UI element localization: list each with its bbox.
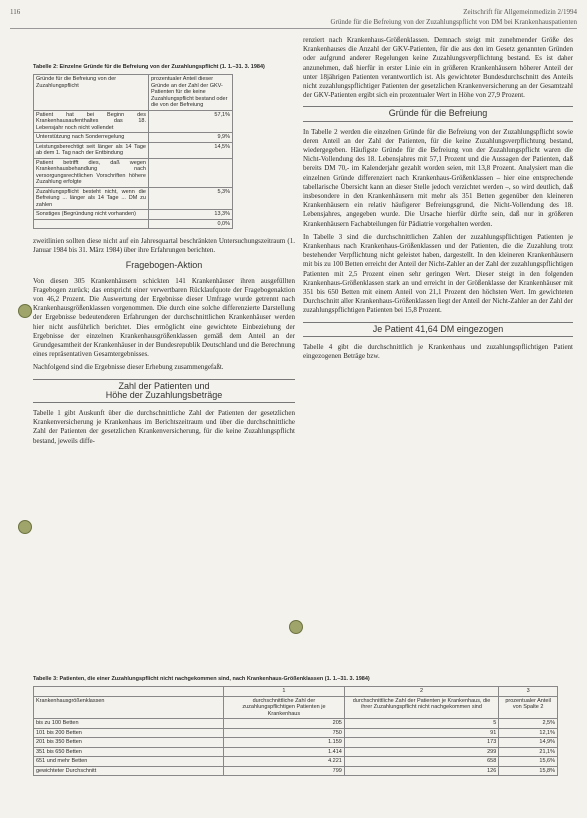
table3-h0: Krankenhausgrößenklassen bbox=[34, 696, 224, 719]
table3-colnum: 2 bbox=[344, 687, 498, 697]
section-heading-gruende: Gründe für die Befreiung bbox=[303, 106, 573, 121]
table2-header-row bbox=[34, 75, 233, 111]
table-row: 201 bis 350 Betten 1.159 173 14,9% bbox=[34, 738, 558, 748]
table3-total-row: gewichteter Durchschnitt 799 126 15,8% bbox=[34, 766, 558, 776]
table-row bbox=[34, 158, 233, 187]
section-heading-line-1: Zahl der Patienten und bbox=[118, 380, 210, 391]
table3-colnum-row bbox=[34, 687, 558, 697]
table2-row-label: Patient hat bei Beginn des Krankenhausaufenthaltes das 18. Lebensjahr noch nicht vollendet bbox=[34, 110, 149, 133]
table3-h1: durchschnittliche Zahl der zuzahlungspflichtigen Patienten je Krankenhaus bbox=[224, 696, 345, 719]
table2-row-label: Unterstützung nach Sonderregelung bbox=[34, 133, 149, 143]
running-header bbox=[10, 6, 577, 29]
table3-colnum: 1 bbox=[224, 687, 345, 697]
table-row: 101 bis 200 Betten 750 91 12,1% bbox=[34, 728, 558, 738]
section-heading-line-2: Höhe der Zuzahlungsbeträge bbox=[105, 389, 223, 400]
table2-row-value: 9,9% bbox=[149, 133, 233, 143]
margin-marker-icon bbox=[18, 520, 32, 534]
margin-marker-icon bbox=[289, 620, 303, 634]
table2-row-label bbox=[34, 219, 149, 229]
table2 bbox=[33, 74, 233, 229]
table2-row-value: 14,5% bbox=[149, 142, 233, 158]
table2-col2-header: prozentualer Anteil dieser Gründe an der Zahl der GKV-Patienten für die keine Zuzahlungspflicht bestand oder die von der Befreiung bbox=[149, 75, 233, 111]
table3-colnum: 3 bbox=[499, 687, 558, 697]
table-row bbox=[34, 142, 233, 158]
table3-header-row bbox=[34, 696, 558, 719]
table-row bbox=[34, 219, 233, 229]
table2-row-label: Leistungsberechtigt seit länger als 14 Tage ab dem 1. Tag nach der Entbindung bbox=[34, 142, 149, 158]
left-paragraph-1: zweitlinien sollten diese nicht auf ein Jahresquartal beschränkten Untersuchungszeitraum (1. Januar 1984 bis 31. März 1984) über ihre Erfahrungen berichten. bbox=[33, 237, 295, 255]
table-row: bis zu 100 Betten 205 5 2,5% bbox=[34, 719, 558, 729]
left-column bbox=[33, 64, 295, 450]
table2-row-label: Patient betrifft dies, daß wegen Krankenhausbehandlung nach versorgungsrechtlichen Vorschriften höhere Zuzahlung erfolgte bbox=[34, 158, 149, 187]
table-row bbox=[34, 133, 233, 143]
left-paragraph-3: Nachfolgend sind die Ergebnisse dieser Erhebung zusammengefaßt. bbox=[33, 363, 224, 372]
margin-marker-icon bbox=[18, 304, 32, 318]
page-number: 116 bbox=[10, 8, 21, 16]
table-row bbox=[34, 210, 233, 220]
section-heading-fragebogen: Fragebogen-Aktion bbox=[125, 260, 203, 271]
table2-row-value: 0,0% bbox=[149, 219, 233, 229]
left-paragraph-4: Tabelle 1 gibt Auskunft über die durchschnittliche Zahl der Patienten der gesetzlichen Krankenversicherung je Krankenhaus im Berichtszeitraum und über die durchschnittliche Zahl der Patienten der gesetzlichen Krankenversicherung, für die keine Zuzahlungspflicht bestand, jeweils diffe- bbox=[33, 409, 295, 445]
table2-row-label: Sonstiges (Begründung nicht vorhanden) bbox=[34, 210, 149, 220]
journal-title: Zeitschrift für Allgemeinmedizin 2/1994 bbox=[463, 8, 577, 16]
table2-row-value bbox=[149, 158, 233, 187]
right-paragraph-3: In Tabelle 3 sind die durchschnittlichen Zahlen der zuzahlungspflichtigen Patienten je Krankenhaus nach Krankenhaus-Größenklassen und der Patienten, die die Zuzahlung trotz bestehender Verpflichtung nicht geleistet haben, dargestellt. In den kleineren Krankenhäusern mit bis zu 100 Betten erreicht der Anteil der Nicht-Zahler an der Zahl der zuzahlungspflichtigen Patienten mit 2,5 Prozent einen sehr geringen Wert. Dieser steigt in den folgenden Krankenhaus-Größenklassen stark an und erreicht in der Größenklasse der Krankenhäuser mit 351 bis 650 Betten mit einem Anteil von 21,1 Prozent den höchsten Wert. Im gewichteten Durchschnitt aller Krankenhaus-Größenklassen liegt der Anteil der Nicht-Zahler an der Zahl der zuzahlungspflichtigen Patienten bei 15,8 Prozent. bbox=[303, 232, 573, 315]
table3-h2: durchschnittliche Zahl der Patienten je Krankenhaus, die ihrer Zuzahlungspflicht nicht nachgekommen sind bbox=[344, 696, 498, 719]
table3-block bbox=[33, 676, 563, 776]
table2-col1-header: Gründe für die Befreiung von der Zuzahlungspflicht bbox=[34, 75, 149, 111]
table2-row-value: 5,3% bbox=[149, 187, 233, 210]
article-title: Gründe für die Befreiung von der Zuzahlungspflicht von DM bei Krankenhauspatienten bbox=[330, 18, 577, 26]
table-row bbox=[34, 187, 233, 210]
right-column bbox=[303, 36, 573, 365]
right-paragraph-2: In Tabelle 2 werden die einzelnen Gründe für die Befreiung von der Zuzahlungspflicht sowie deren Anteil an der Zahl der Patienten, für die keine Zuzahlungsverpflichtung bestand, wiedergegeben. Häufigste Gründe für die Befreiung von der Zuzahlungspflicht waren die Nicht-Vollendung des 18. Lebensjahres mit 57,1 Prozent und die Aussagen der Patienten, daß bereits DM 70,- im Kalenderjahr gezahlt worden seien, mit 13,8 Prozent. Analysiert man die einzelnen Gründe differenziert nach Krankenhaus-Größenklassen – hier eine entsprechende tabellarische Übersicht kann an dieser Stelle jedoch verzichtet werden –, so wird deutlich, daß insbesondere in den Krankenhäusern mit mehr als 351 Betten gegenüber den kleineren Krankenhäusern ein relativ häufigerer Befreiungsgrund, die Nicht-Vollendung des 18. Lebensjahres, angegeben wurde. Die Ursache hierfür dürfte sein, daß nur in größeren Krankenhäusern Fachabteilungen für Pädiatrie vorgehalten werden. bbox=[303, 127, 573, 228]
table2-row-value: 13,3% bbox=[149, 210, 233, 220]
table2-row-value: 57,1% bbox=[149, 110, 233, 133]
table2-row-label: Zuzahlungspflicht besteht nicht, wenn die Befreiung ... länger als 14 Tage ... DM zu zahlen bbox=[34, 187, 149, 210]
left-paragraph-2: Von diesen 305 Krankenhäusern schickten 141 Krankenhäuser ihren ausgefüllten Fragebogen zurück; das entspricht einer verwertbaren Rücklaufquote der Fragebogenaktion von 46,2 Prozent. Die Auswertung der Ergebnisse dieser Umfrage wurde getrennt nach Krankenhausgrößenklassen vorgenommen. Die durch eine solche differenzierte Darstellung der Ergebnisse bedeutenderen Erfahrungen der durchschnittlichen Krankenhäuser werden hier nicht ausführlich berichtet. Dies ermöglicht eine gewichtete Einbeziehung der Ergebnisse der einzelnen Krankenhausgrößenklassen gemäß dem Anteil an der Grundgesamtheit der Krankenhäuser in der Bundesrepublik Deutschland und die Berechnung eines repräsentativen Gesamtergebnisses. bbox=[33, 276, 295, 359]
right-paragraph-1: renziert nach Krankenhaus-Größenklassen. Demnach steigt mit zunehmender Größe des Krankenhauses die Anzahl der GKV-Patienten, für die aus den im Gesetz genannten Gründen oder aufgrund anderer Regelungen keine Zuzahlungsverpflichtung bestand. Es ist daher anzunehmen, daß hierfür in erster Linie ein in größeren Krankenhäusern höherer Anteil der unter 18jährigen Patienten verantwortlich ist. Als gewichteter Bundesdurchschnitt des Anteils nicht zuzahlungspflichtiger Patienten der gesetzlichen Krankenversicherung an der Gesamtzahl der GKV-Patienten ergibt sich ein prozentualer Wert in Höhe von 27,9 Prozent. bbox=[303, 36, 573, 100]
right-paragraph-4: Tabelle 4 gibt die durchschnittlich je Krankenhaus und zuzahlungspflichtigen Patient eingezogenen Beträge bzw. bbox=[303, 342, 573, 361]
table-row: 351 bis 650 Betten 1.414 299 21,1% bbox=[34, 747, 558, 757]
table2-caption: Tabelle 2: Einzelne Gründe für die Befreiung von der Zuzahlungspflicht (1. 1.–31. 3. 1984) bbox=[33, 64, 265, 70]
section-heading-je-patient: Je Patient 41,64 DM eingezogen bbox=[303, 322, 573, 337]
table-row bbox=[34, 110, 233, 133]
table-row: 651 und mehr Betten 4.221 658 15,6% bbox=[34, 757, 558, 767]
table3-h3: prozentualer Anteil von Spalte 2 bbox=[499, 696, 558, 719]
table3-caption: Tabelle 3: Patienten, die einer Zuzahlungspflicht nicht nachgekommen sind, nach Krankenhaus-Größenklassen (1. 1.–31. 3. 1984) bbox=[33, 676, 370, 682]
section-heading-zahl-patienten bbox=[33, 379, 295, 403]
table3 bbox=[33, 686, 558, 776]
